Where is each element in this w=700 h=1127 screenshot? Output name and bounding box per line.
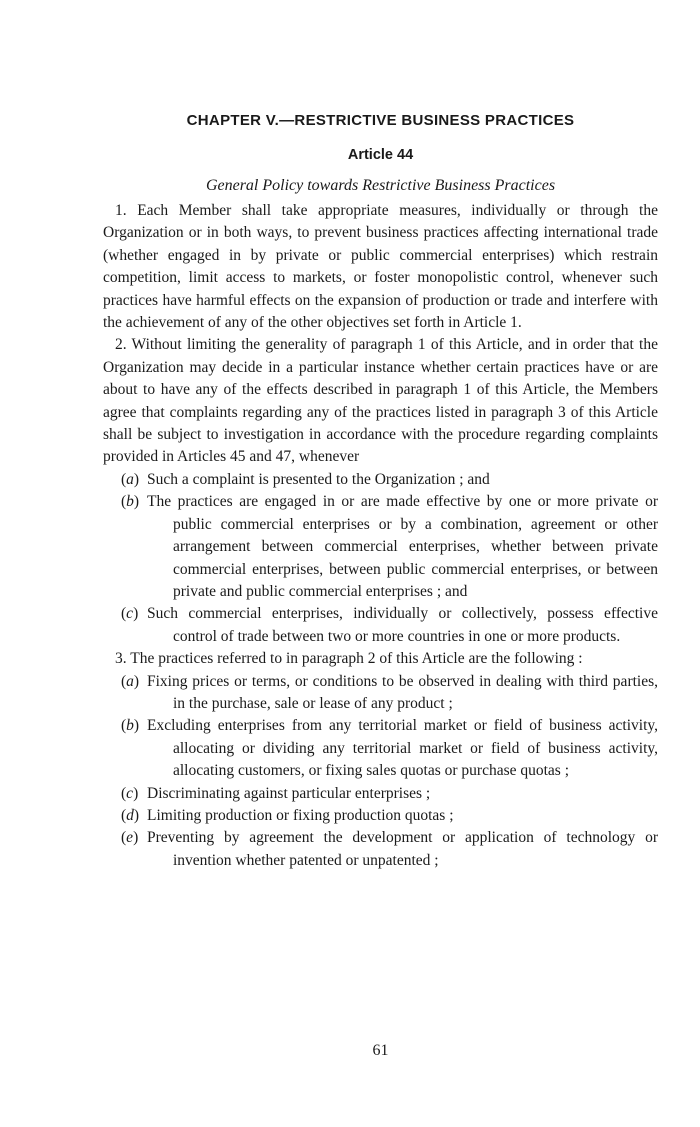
item-letter: a — [126, 672, 134, 690]
list-item: (b) The practices are engaged in or are made effective by one or more private or public commercial enterprises or by a combination, agreement or other arrangement between commercial enterprises, whether between private commercial enterprises, between public commercial enterprises, or between private and public commercial enterprises ; and — [103, 491, 658, 603]
item-letter: d — [126, 806, 134, 824]
item-text: Fixing prices or terms, or conditions to be observed in dealing with third parties, in the purchase, sale or lease of any product ; — [147, 672, 658, 712]
item-letter: c — [126, 605, 134, 623]
item-letter: b — [126, 717, 134, 735]
item-text: Excluding enterprises from any territorial market or field of business activity, allocating or dividing any territorial market or field of business activity, allocating customers, or fixing sales quotas or purchase quotas ; — [147, 717, 658, 780]
document-page — [103, 0, 658, 1127]
article-subtitle: General Policy towards Restrictive Business Practices — [205, 177, 556, 194]
item-text: Limiting production or fixing production quotas ; — [147, 806, 454, 824]
list-item: (c) Discriminating against particular enterprises ; — [103, 783, 658, 805]
item-letter: c — [126, 784, 134, 802]
list-item: (e) Preventing by agreement the development or application of technology or invention whether patented or unpatented ; — [103, 827, 658, 872]
paragraph-2: 2. Without limiting the generality of paragraph 1 of this Article, and in order that the Organization may decide in a particular instance whether certain practices have or are about to have any of the effects described in paragraph 1 of this Article, the Members agree that complaints regarding any of the practices listed in paragraph 3 of this Article shall be subject to investigation in accordance with the procedure regarding complaints provided in Articles 45 and 47, whenever — [103, 336, 658, 466]
article-title: Article 44 — [347, 147, 414, 163]
item-text: Such commercial enterprises, individually or collectively, possess effective control of trade between two or more countries in one or more products. — [147, 605, 658, 645]
item-letter: e — [126, 829, 134, 847]
item-text: The practices are engaged in or are made effective by one or more private or public commercial enterprises or by a combination, agreement or other arrangement between commercial enterprises, whether between private commercial enterprises, between public commercial enterprises, or between private and public commercial enterprises ; and — [147, 493, 658, 600]
article-body — [103, 200, 658, 872]
paragraph-3: 3. The practices referred to in paragraph 2 of this Article are the following : — [115, 650, 583, 668]
item-text: Preventing by agreement the development or application of technology or invention whether patented or unpatented ; — [147, 829, 658, 869]
list-item: (b) Excluding enterprises from any territorial market or field of business activity, allocating or dividing any territorial market or field of business activity, allocating customers, or fixing sales quotas or purchase quotas ; — [103, 715, 658, 782]
item-text: Discriminating against particular enterprises ; — [147, 784, 431, 802]
item-letter: b — [126, 493, 134, 511]
list-item: (c) Such commercial enterprises, individually or collectively, possess effective control of trade between two or more countries in one or more products. — [103, 603, 658, 648]
chapter-title: CHAPTER V.—RESTRICTIVE BUSINESS PRACTICES — [186, 112, 575, 129]
list-item: (a) Such a complaint is presented to the Organization ; and — [103, 469, 658, 491]
item-letter: a — [126, 470, 134, 488]
paragraph-1: 1. Each Member shall take appropriate measures, individually or through the Organization or in both ways, to prevent business practices affecting international trade (whether engaged in by private or public commercial enterprises) which restrain competition, limit access to markets, or foster monopolistic control, whenever such practices have harmful effects on the expansion of production or trade and interfere with the achievement of any of the other objectives set forth in Article 1. — [103, 202, 658, 332]
page-number: 61 — [372, 1042, 389, 1059]
list-item: (a) Fixing prices or terms, or conditions to be observed in dealing with third parties, in the purchase, sale or lease of any product ; — [103, 671, 658, 716]
list-item: (d) Limiting production or fixing production quotas ; — [103, 805, 658, 827]
item-text: Such a complaint is presented to the Organization ; and — [147, 470, 490, 488]
